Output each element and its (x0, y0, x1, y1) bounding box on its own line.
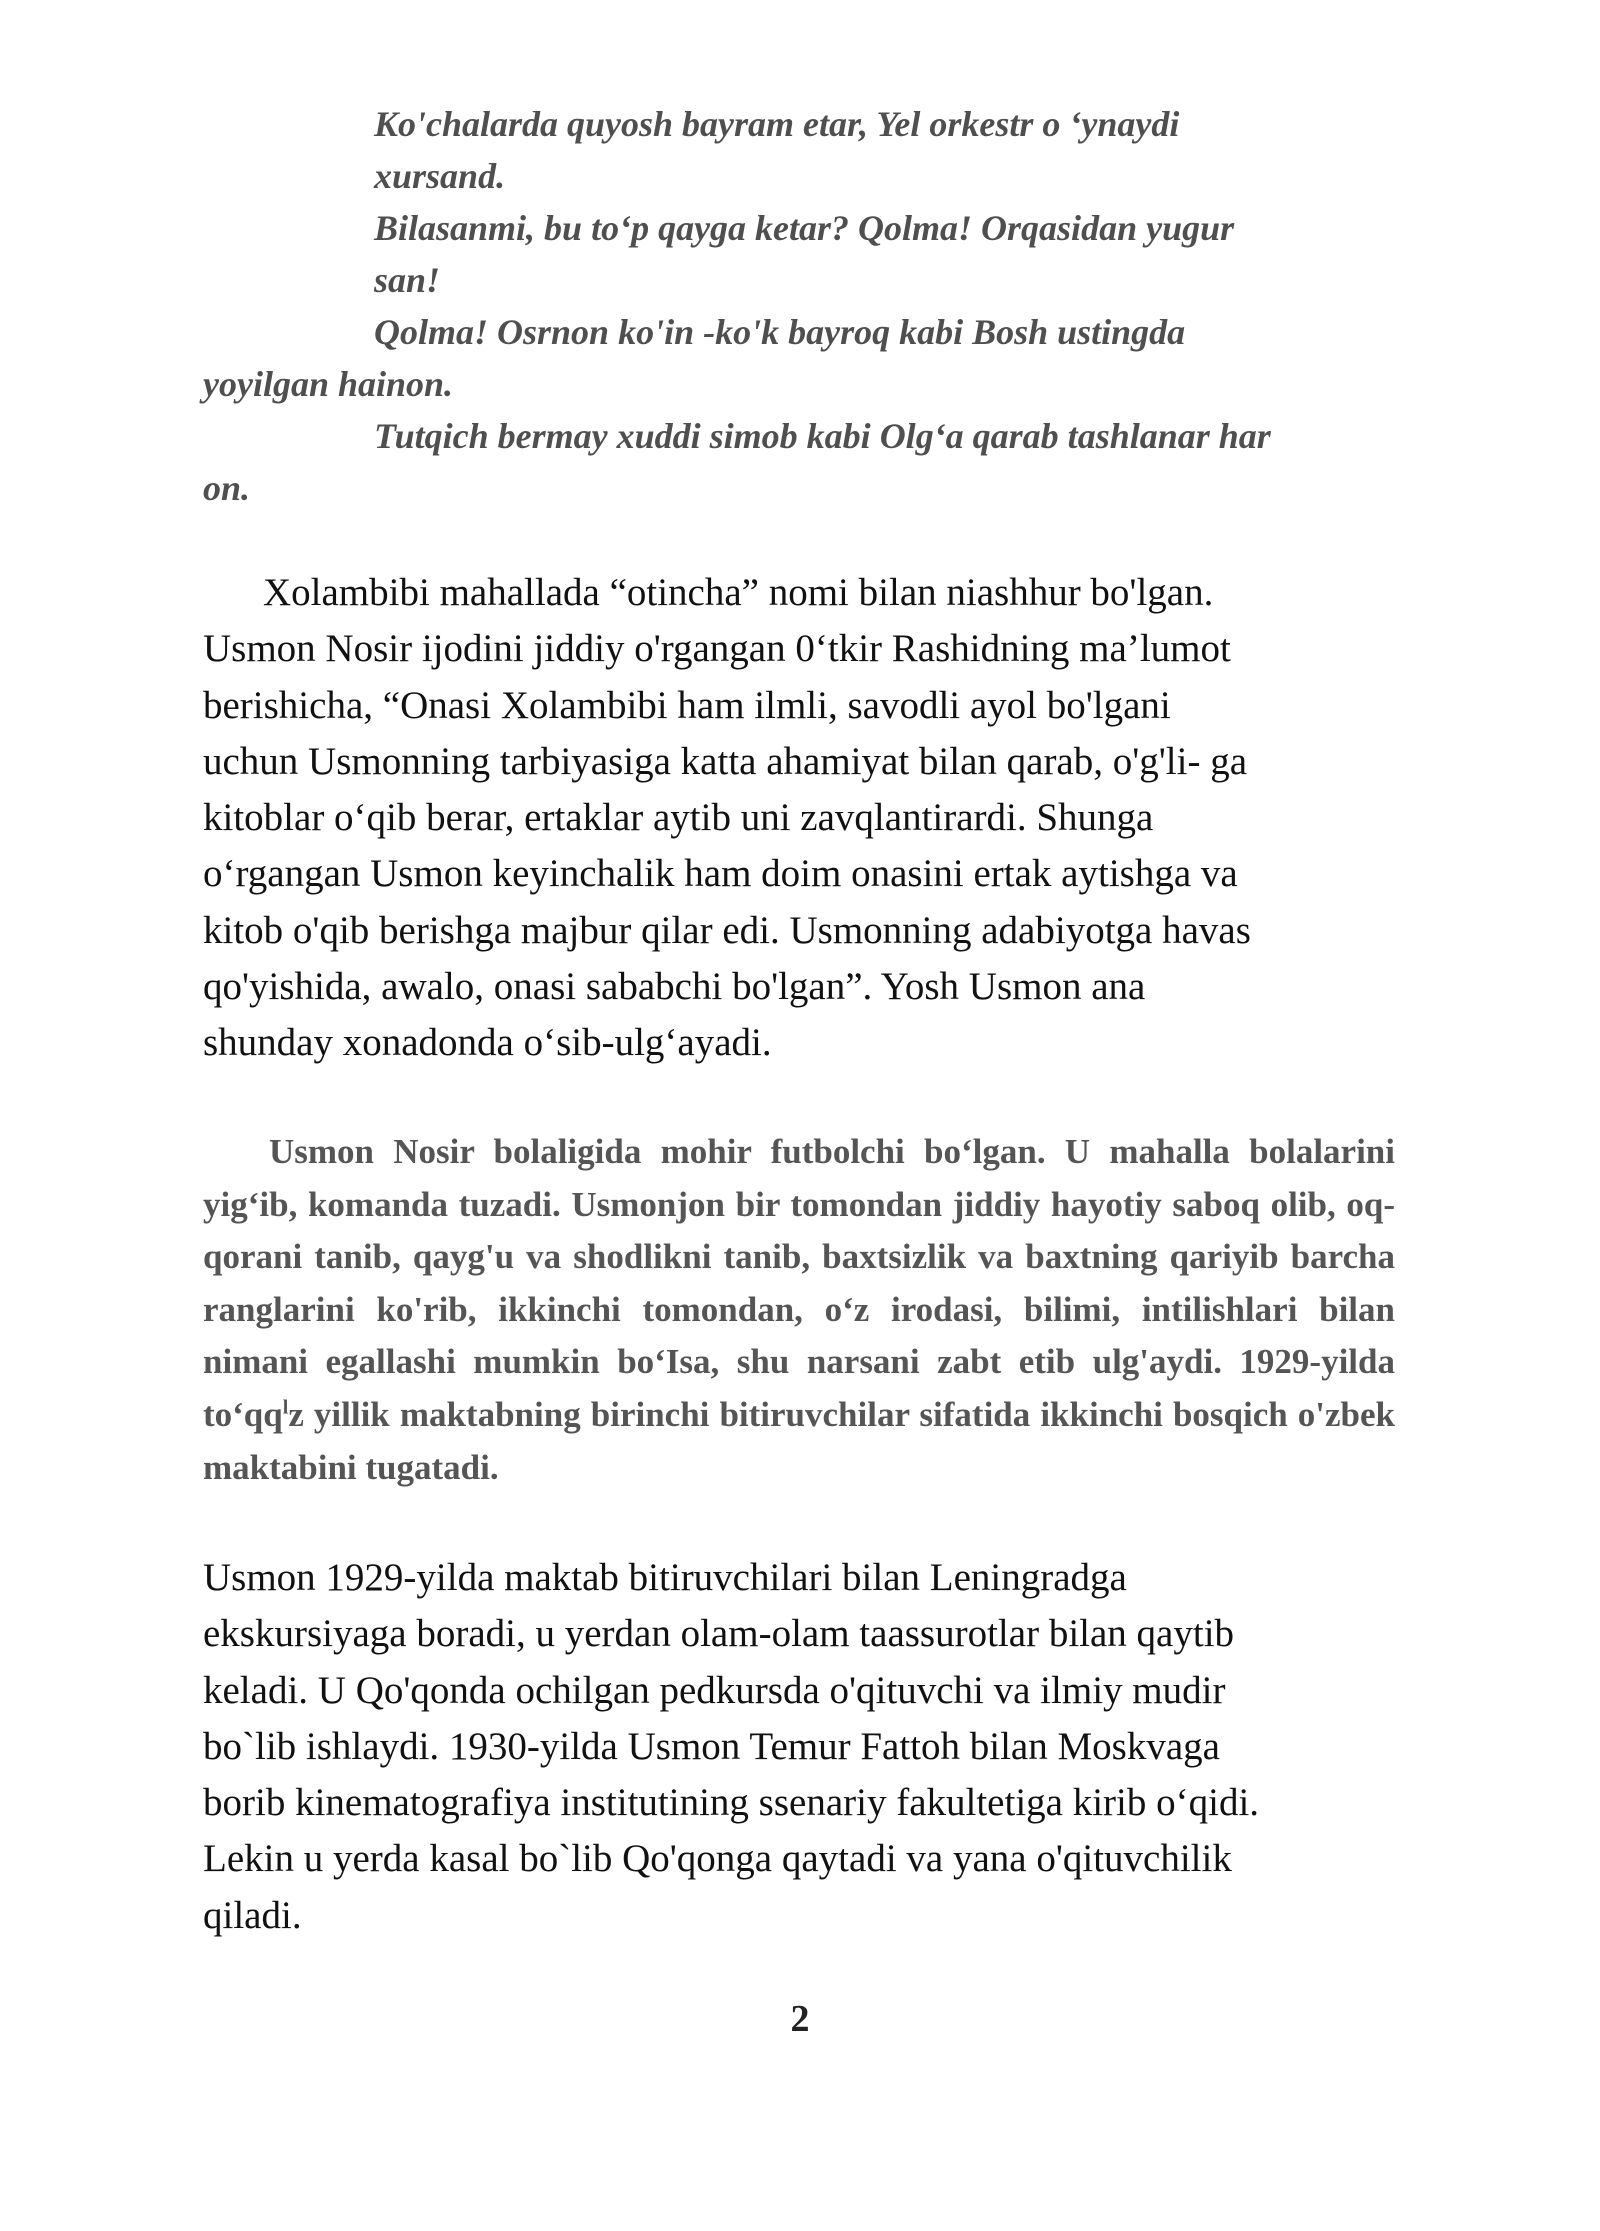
paragraph-line: keladi. U Qo'qonda ochilgan pedkursda o'qituvchi va ilmiy mudir (203, 1668, 1226, 1712)
poem-line: on. (203, 468, 251, 508)
superscript-mark: l (282, 1396, 289, 1419)
poem-line: Qolma! Osrnon ko'in -ko'k bayroq kabi Bosh ustingda (374, 312, 1186, 352)
paragraph-line: borib kinematografiya institutining ssenariy fakultetiga kirib o‘qidi. (203, 1781, 1260, 1825)
paragraph-line: kitoblar o‘qib berar, ertaklar aytib uni zavqlantirardi. Shunga (203, 796, 1154, 840)
paragraph-line: uchun Usmonning tarbiyasiga katta ahamiyat bilan qarab, o'g'li- ga (203, 739, 1248, 783)
paragraph-line: Xolambibi mahallada “otincha” nomi bilan niashhur bo'lgan. (263, 571, 1214, 614)
paragraph-line: o‘rgangan Usmon keyinchalik ham doim onasini ertak aytishga va (203, 852, 1238, 896)
body-paragraph-mother (203, 565, 1403, 1072)
poem-excerpt (203, 98, 1403, 514)
paragraph-line: kitob o'qib berishga majbur qilar edi. Usmonning adabiyotga havas (203, 908, 1251, 952)
paragraph-line: Lekin u yerda kasal bo`lib Qo'qonga qaytadi va yana o'qituvchilik (203, 1837, 1232, 1881)
page-number: 2 (790, 1998, 810, 2040)
body-paragraph-education (203, 1550, 1403, 1944)
paragraph-text: Usmon Nosir bolaligida mohir futbolchi bo‘lgan. U mahalla bolalarini yig‘ib, komanda tuzadi. Usmonjon bir tomondan jiddiy hayotiy saboq olib, oq-qorani tanib, qayg'u va shodlikni tanib, baxtsizlik va baxtning qariyib barcha ranglarini ko'rib, ikkinchi tomondan, o‘z irodasi, bilimi, intilishlari bilan nimani egallashi mumkin bo‘Isa, shu narsani zabt etib ulg'aydi. 1929-yilda to‘qq (203, 1132, 1395, 1434)
paragraph-line: Usmon 1929-yilda maktab bitiruvchilari bilan Leningradga (203, 1556, 1127, 1599)
paragraph-line: qo'yishida, awalo, onasi sababchi bo'lgan”. Yosh Usmon ana (203, 965, 1146, 1009)
paragraph-line: ekskursiyaga boradi, u yerdan olam-olam taassurotlar bilan qaytib (203, 1612, 1235, 1656)
paragraph-line: Usmon Nosir ijodini jiddiy o'rgangan 0‘tkir Rashidning ma’lumot (203, 627, 1231, 671)
poem-line: xursand. (374, 156, 506, 196)
poem-line: yoyilgan hainon. (203, 364, 454, 404)
paragraph-line: bo`lib ishlaydi. 1930-yilda Usmon Temur Fattoh bilan Moskvaga (203, 1724, 1220, 1768)
poem-line: san! (374, 260, 441, 300)
paragraph-text: z yillik maktabning birinchi bitiruvchilar sifatida ikkinchi bosqich o'zbek maktabini tugatadi. (203, 1394, 1395, 1487)
poem-line: Bilasanmi, bu to‘p qayga ketar? Qolma! Orqasidan yugur (374, 208, 1235, 248)
body-paragraph-football (203, 1126, 1395, 1494)
poem-line: Tutqich bermay xuddi simob kabi Olg‘a qarab tashlanar har (374, 416, 1271, 456)
paragraph-line: berishicha, “Onasi Xolambibi ham ilmli, savodli ayol bo'lgani (203, 683, 1171, 727)
poem-line: Ko'chalarda quyosh bayram etar, Yel orkestr o ‘ynaydi (374, 104, 1180, 144)
paragraph-line: shunday xonadonda o‘sib-ulg‘ayadi. (203, 1021, 772, 1065)
paragraph-line: qiladi. (203, 1893, 302, 1937)
